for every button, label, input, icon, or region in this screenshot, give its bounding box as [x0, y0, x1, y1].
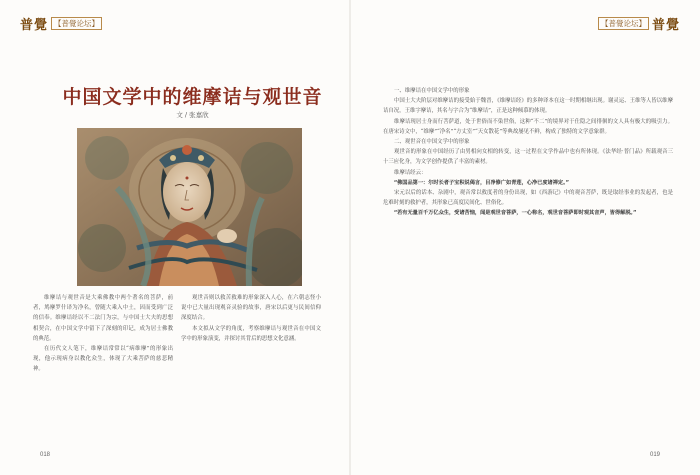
- paragraph: 中国士大夫阶层对维摩诘的接受始于魏晋，《维摩诘经》的多种译本在这一时期相继出现。谢灵运、王维等人皆以维摩诘自况，王维字摩诘，其名与字合为“维摩诘”，正是这种倾慕的体现。: [383, 98, 673, 115]
- right-text-column: [383, 86, 673, 219]
- magazine-logo: 普覺: [651, 18, 680, 33]
- paragraph: 维摩诘现居士身而行菩萨道，处于世俗而不染世俗，这种“不二”的境界对于仕隐之间徘徊的文人具有极大的吸引力。在唐宋诗文中，“维摩”“净名”“方丈室”“天女散花”等典故屡见不鲜，构成了独特的文学意象群。: [383, 118, 673, 135]
- left-text-column-1: [33, 293, 173, 375]
- section-label: 【普覺论坛】: [598, 17, 649, 30]
- header-left: [20, 14, 105, 33]
- scripture-quote: “若有无量百千万亿众生，受诸苦恼，闻是观世音菩萨，一心称名，观世音菩萨即时观其音声，皆得解脱。”: [394, 210, 637, 217]
- paragraph: 在历代文人笔下，维摩诘常常以“病维摩”的形象出现，他示现病身以教化众生，体现了大乘菩萨的慈悲精神。: [33, 346, 173, 373]
- paragraph: 观世音则以救苦救难的形象深入人心，在六朝志怪小说中已大量出现观音灵验的故事，唐宋以后更与民间信仰深度结合。: [181, 295, 321, 322]
- paragraph: 观世音的形象在中国经历了由男相向女相的转变，这一过程在文学作品中也有所体现。《法华经·普门品》所载观音三十三应化身，为文学创作提供了丰富的素材。: [383, 149, 673, 166]
- section-heading: 二、观世音在中国文学中的形象: [394, 139, 470, 146]
- left-text-column-2: [181, 293, 321, 344]
- page-number-left: 018: [40, 452, 51, 458]
- scripture-quote: “佛国品第一：尔时长者子宝积说偈言，目净修广如青莲，心净已度诸禅定。”: [394, 179, 569, 186]
- paragraph: 维摩诘经云：: [394, 169, 427, 176]
- paragraph: 维摩诘与观世音是大乘佛教中两个著名的菩萨，前者，鸠摩罗什译为净名，曾随大乘入中土，因而受到广泛的信奉。维摩诘经以不二法门为宗，与中国士大夫的思想相契合，在中国文学中留下了深刻的印记，成为居士佛教的典范。: [33, 295, 173, 342]
- paragraph: 宋元以后的话本、杂剧中，观音常以救度者的身份出现，如《西游记》中的观音菩萨，既是取经事业的发起者，也是危难时刻的救护者，其形象已高度民间化、世俗化。: [383, 190, 673, 207]
- section-label: 【普覺论坛】: [51, 17, 102, 30]
- magazine-logo: 普覺: [20, 18, 49, 33]
- bodhisattva-fresco-image: [77, 128, 302, 286]
- paragraph: 本文拟从文学的角度，考察维摩诘与观世音在中国文学中的形象演变，并探讨其背后的思想文化意涵。: [181, 325, 321, 342]
- header-right: [595, 14, 680, 33]
- article-title: 中国文学中的维摩诘与观世音: [62, 86, 323, 108]
- article-author: 文 / 张嘉欣: [176, 111, 209, 119]
- page-gutter: [349, 0, 351, 475]
- section-heading: 一、维摩诘在中国文学中的形象: [394, 88, 470, 94]
- page-number-right: 019: [649, 452, 660, 458]
